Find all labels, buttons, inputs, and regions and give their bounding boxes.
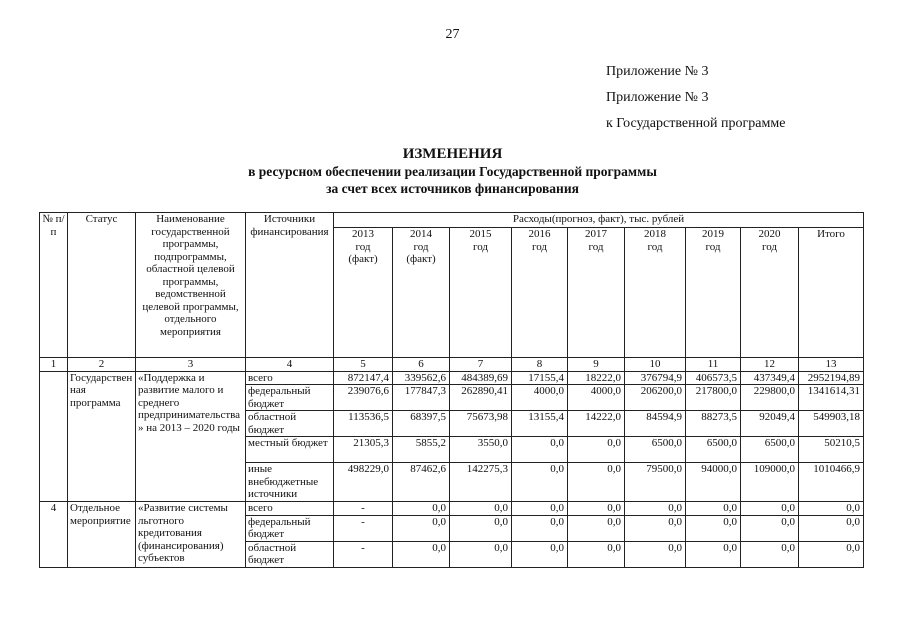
- value-cell: 262890,41: [450, 385, 512, 411]
- year-suffix: год: [413, 240, 429, 253]
- value-cell: -: [334, 515, 393, 541]
- appendix-line-3: к Государственной программе: [606, 116, 786, 131]
- group-name: «Развитие системы льготного кредитования (финансирования) субъектов: [136, 502, 246, 568]
- value-cell: 1341614,31: [799, 385, 864, 411]
- value-cell: 0,0: [625, 541, 686, 567]
- value-cell: 0,0: [686, 541, 741, 567]
- value-cell: 0,0: [450, 502, 512, 516]
- value-cell: 0,0: [512, 515, 568, 541]
- year-year: 2020: [758, 228, 781, 240]
- value-cell: 376794,9: [625, 371, 686, 385]
- value-cell: 0,0: [741, 541, 799, 567]
- value-cell: 0,0: [799, 515, 864, 541]
- value-cell: 17155,4: [512, 371, 568, 385]
- value-cell: 4000,0: [568, 385, 625, 411]
- year-suffix: год: [647, 240, 663, 253]
- group-name: «Поддержка и развитие малого и среднего предпринимательства» на 2013 – 2020 годы: [136, 371, 246, 502]
- value-cell: 6500,0: [686, 437, 741, 463]
- column-number: 9: [568, 358, 625, 372]
- value-cell: 0,0: [568, 463, 625, 502]
- value-cell: 0,0: [393, 502, 450, 516]
- year-year: 2013: [352, 228, 374, 240]
- value-cell: 0,0: [512, 437, 568, 463]
- header-year-2015: [450, 228, 512, 358]
- column-number: 1: [40, 358, 68, 372]
- header-year-2019: [686, 228, 741, 358]
- source-cell: областной бюджет: [246, 541, 334, 567]
- value-cell: 6500,0: [625, 437, 686, 463]
- value-cell: 0,0: [799, 541, 864, 567]
- header-sources: Источники финансирования: [246, 213, 334, 358]
- header-num: № п/п: [40, 213, 68, 358]
- title-main: ИЗМЕНЕНИЯ: [402, 146, 503, 162]
- column-number: 13: [799, 358, 864, 372]
- page-number: 27: [445, 27, 460, 42]
- value-cell: 0,0: [450, 541, 512, 567]
- value-cell: 0,0: [393, 541, 450, 567]
- value-cell: 339562,6: [393, 371, 450, 385]
- value-cell: 14222,0: [568, 411, 625, 437]
- value-cell: 79500,0: [625, 463, 686, 502]
- header-status: Статус: [68, 213, 136, 358]
- source-cell: всего: [246, 371, 334, 385]
- group-status: Отдельное мероприятие: [68, 502, 136, 568]
- value-cell: 0,0: [799, 502, 864, 516]
- value-cell: 406573,5: [686, 371, 741, 385]
- year-note: (факт): [406, 253, 436, 265]
- source-cell: областной бюджет: [246, 411, 334, 437]
- value-cell: 0,0: [568, 541, 625, 567]
- source-cell: иные внебюджетные источники: [246, 463, 334, 502]
- title-line-3: за счет всех источников финансирования: [326, 181, 579, 196]
- year-year: 2014: [410, 228, 432, 240]
- appendix-line-1: Приложение № 3: [606, 64, 709, 79]
- budget-table: [39, 212, 864, 568]
- table-row: [40, 371, 864, 385]
- source-cell: всего: [246, 502, 334, 516]
- value-cell: 229800,0: [741, 385, 799, 411]
- column-number: 7: [450, 358, 512, 372]
- header-name: Наименование государственной программы, подпрограммы, областной целевой программы, ведомственной целевой программы, отдельного мероприятия: [136, 213, 246, 358]
- year-suffix: год: [761, 240, 778, 253]
- value-cell: 88273,5: [686, 411, 741, 437]
- value-cell: 0,0: [568, 437, 625, 463]
- column-number: 8: [512, 358, 568, 372]
- header-year-2014: [393, 228, 450, 358]
- value-cell: 2952194,89: [799, 371, 864, 385]
- value-cell: 94000,0: [686, 463, 741, 502]
- value-cell: 92049,4: [741, 411, 799, 437]
- table-row: [40, 502, 864, 516]
- header-total: Итого: [799, 228, 864, 358]
- value-cell: 0,0: [512, 463, 568, 502]
- value-cell: 0,0: [450, 515, 512, 541]
- source-cell: федеральный бюджет: [246, 515, 334, 541]
- year-year: 2019: [702, 228, 724, 240]
- value-cell: 109000,0: [741, 463, 799, 502]
- column-number: 5: [334, 358, 393, 372]
- source-cell: местный бюджет: [246, 437, 334, 463]
- value-cell: 87462,6: [393, 463, 450, 502]
- value-cell: 1010466,9: [799, 463, 864, 502]
- value-cell: 113536,5: [334, 411, 393, 437]
- value-cell: 484389,69: [450, 371, 512, 385]
- column-number: 4: [246, 358, 334, 372]
- group-num: 4: [40, 502, 68, 568]
- value-cell: 84594,9: [625, 411, 686, 437]
- value-cell: -: [334, 502, 393, 516]
- year-year: 2017: [585, 228, 607, 240]
- value-cell: 68397,5: [393, 411, 450, 437]
- value-cell: 0,0: [512, 502, 568, 516]
- header-year-2016: [512, 228, 568, 358]
- group-status: Государственная программа: [68, 371, 136, 502]
- appendix-line-2: Приложение № 3: [606, 90, 709, 105]
- title-line-2: в ресурсном обеспечении реализации Государственной программы: [248, 164, 657, 179]
- header-year-2018: [625, 228, 686, 358]
- year-suffix: год: [705, 240, 721, 253]
- header-expenses: Расходы(прогноз, факт), тыс. рублей: [334, 213, 864, 228]
- year-suffix: год: [531, 240, 548, 253]
- value-cell: 75673,98: [450, 411, 512, 437]
- value-cell: 549903,18: [799, 411, 864, 437]
- value-cell: 239076,6: [334, 385, 393, 411]
- value-cell: 18222,0: [568, 371, 625, 385]
- column-number: 3: [136, 358, 246, 372]
- column-number: 12: [741, 358, 799, 372]
- year-suffix: год: [355, 240, 371, 253]
- header-year-2020: [741, 228, 799, 358]
- value-cell: 0,0: [625, 515, 686, 541]
- value-cell: 0,0: [741, 502, 799, 516]
- value-cell: 13155,4: [512, 411, 568, 437]
- value-cell: 0,0: [568, 515, 625, 541]
- column-number: 11: [686, 358, 741, 372]
- column-number: 2: [68, 358, 136, 372]
- year-note: (факт): [348, 253, 378, 265]
- year-year: 2015: [469, 228, 492, 240]
- year-suffix: год: [588, 240, 604, 253]
- value-cell: 872147,4: [334, 371, 393, 385]
- value-cell: 5855,2: [393, 437, 450, 463]
- value-cell: 498229,0: [334, 463, 393, 502]
- value-cell: -: [334, 541, 393, 567]
- header-year-2013: [334, 228, 393, 358]
- value-cell: 0,0: [686, 502, 741, 516]
- year-suffix: год: [472, 240, 489, 253]
- value-cell: 4000,0: [512, 385, 568, 411]
- source-cell: федеральный бюджет: [246, 385, 334, 411]
- group-num: [40, 371, 68, 502]
- value-cell: 0,0: [393, 515, 450, 541]
- value-cell: 50210,5: [799, 437, 864, 463]
- value-cell: 217800,0: [686, 385, 741, 411]
- value-cell: 0,0: [741, 515, 799, 541]
- year-year: 2016: [528, 228, 551, 240]
- value-cell: 206200,0: [625, 385, 686, 411]
- column-number: 10: [625, 358, 686, 372]
- column-number: 6: [393, 358, 450, 372]
- year-year: 2018: [644, 228, 666, 240]
- header-year-2017: [568, 228, 625, 358]
- value-cell: 437349,4: [741, 371, 799, 385]
- value-cell: 3550,0: [450, 437, 512, 463]
- value-cell: 177847,3: [393, 385, 450, 411]
- value-cell: 0,0: [625, 502, 686, 516]
- value-cell: 142275,3: [450, 463, 512, 502]
- value-cell: 6500,0: [741, 437, 799, 463]
- value-cell: 0,0: [686, 515, 741, 541]
- value-cell: 0,0: [512, 541, 568, 567]
- value-cell: 21305,3: [334, 437, 393, 463]
- document-title: [0, 146, 905, 197]
- value-cell: 0,0: [568, 502, 625, 516]
